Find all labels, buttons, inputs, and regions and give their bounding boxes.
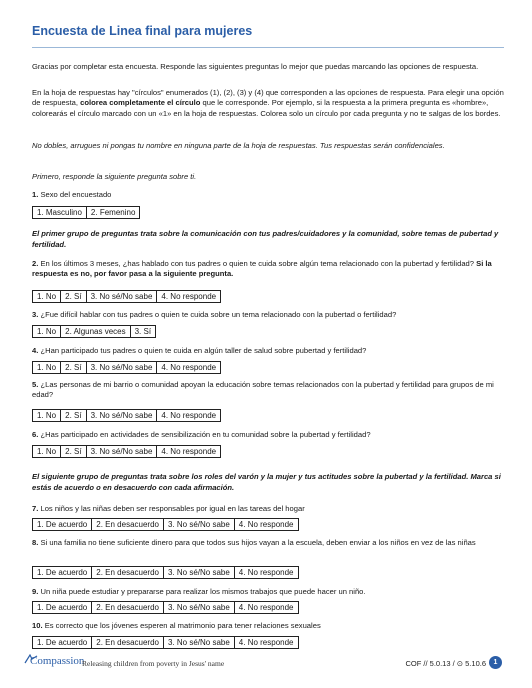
question-5-options [32, 409, 221, 422]
question-9-options [32, 601, 299, 614]
question-3-options [32, 325, 156, 338]
question-7-options [32, 518, 299, 531]
page-title: Encuesta de Linea final para mujeres [32, 24, 253, 38]
q7-option-2[interactable]: 2. En desacuerdo [92, 519, 164, 530]
q7-option-1[interactable]: 1. De acuerdo [33, 519, 92, 530]
question-8: 8. Si una familia no tiene suficiente dinero para que todos sus hijos vayan a la escuela, deben enviar a los niños en vez de las niñas [32, 538, 476, 547]
q9-option-2[interactable]: 2. En desacuerdo [92, 602, 164, 613]
q10-option-2[interactable]: 2. En desacuerdo [92, 637, 164, 648]
question-9: 9. Un niña puede estudiar y prepararse para realizar los mismos trabajos que puede hacer un niño. [32, 587, 366, 596]
q8-option-1[interactable]: 1. De acuerdo [33, 567, 92, 578]
q5-option-3[interactable]: 3. No sé/No sabe [87, 410, 158, 421]
section-1-heading: El primer grupo de preguntas trata sobre la comunicación con tus padres/cuidadores y la comunidad, sobre temas de pubertad y fertilidad. [32, 229, 499, 249]
q10-option-4[interactable]: 4. No responde [238, 638, 294, 647]
q2-option-3[interactable]: 3. No sé/No sabe [87, 291, 158, 302]
q9-option-4[interactable]: 4. No responde [238, 603, 294, 612]
question-1: 1. Sexo del encuestado [32, 190, 112, 199]
question-2-options [32, 290, 221, 303]
section-2-heading: El siguiente grupo de preguntas trata sobre los roles del varón y la mujer y tus actitudes sobre la pubertad y la fertilidad. Marca si estás de acuerdo o en desacuerdo con cada afirmación. [32, 472, 501, 492]
q1-option-2[interactable]: 2. Femenino [90, 208, 136, 217]
q5-option-4[interactable]: 4. No responde [161, 411, 217, 420]
footer-tagline: Releasing children from poverty in Jesus' name [82, 659, 225, 668]
question-3: 3. ¿Fue difícil hablar con tus padres o quien te cuida sobre un tema relacionado con la pubertad o fertilidad? [32, 310, 397, 319]
q8-option-4[interactable]: 4. No responde [238, 568, 294, 577]
q9-option-3[interactable]: 3. No sé/No sabe [164, 602, 235, 613]
q2-option-4[interactable]: 4. No responde [161, 292, 217, 301]
q7-option-3[interactable]: 3. No sé/No sabe [164, 519, 235, 530]
q5-option-2[interactable]: 2. Sí [61, 410, 86, 421]
q10-option-3[interactable]: 3. No sé/No sabe [164, 637, 235, 648]
question-6: 6. ¿Has participado en actividades de sensibilización en tu comunidad sobre la pubertad y fertilidad? [32, 430, 371, 439]
q1-option-1[interactable]: 1. Masculino [33, 207, 87, 218]
q4-option-1[interactable]: 1. No [33, 362, 61, 373]
q3-option-2[interactable]: 2. Algunas veces [61, 326, 130, 337]
question-4: 4. ¿Han participado tus padres o quien te cuida en algún taller de salud sobre pubertad y fertilidad? [32, 346, 367, 355]
q4-option-3[interactable]: 3. No sé/No sabe [87, 362, 158, 373]
q6-option-1[interactable]: 1. No [33, 446, 61, 457]
q4-option-2[interactable]: 2. Sí [61, 362, 86, 373]
q5-option-1[interactable]: 1. No [33, 410, 61, 421]
title-divider [32, 47, 504, 48]
intro-paragraph-1: Gracias por completar esta encuesta. Responde las siguientes preguntas lo mejor que puedas marcando las opciones de respuesta. [32, 62, 479, 71]
intro-paragraph-4: Primero, responde la siguiente pregunta sobre ti. [32, 172, 197, 181]
q3-option-3[interactable]: 3. Sí [134, 327, 152, 336]
q6-option-2[interactable]: 2. Sí [61, 446, 86, 457]
q2-option-1[interactable]: 1. No [33, 291, 61, 302]
page-footer [0, 650, 532, 680]
question-10: 10. Es correcto que los jóvenes esperen al matrimonio para tener relaciones sexuales [32, 621, 321, 630]
question-5: 5. ¿Las personas de mi barrio o comunidad apoyan la educación sobre temas relacionados con la pubertad y fertilidad para grupos de mi edad? [32, 380, 494, 400]
q8-option-2[interactable]: 2. En desacuerdo [92, 567, 164, 578]
q3-option-1[interactable]: 1. No [33, 326, 61, 337]
question-1-options [32, 206, 140, 219]
intro-paragraph-2: En la hoja de respuestas hay "círculos" enumerados (1), (2), (3) y (4) que corresponden a las opciones de respuesta. Para elegir una opción de respuesta, colorea completamente el círculo que le corresponde. Por ejemplo, si la respuesta a la primera pregunta es «hombre», colorearás el círculo marcado con un «1» en la hoja de respuestas. Colorea solo un círculo por cada pregunta y no te salgas de los bordes. [32, 88, 504, 118]
compassion-logo: Compassion [30, 655, 85, 667]
question-2: 2. En los últimos 3 meses, ¿has hablado con tus padres o quien te cuida sobre algún tema relacionado con la pubertad y fertilidad? Si la respuesta es no, por favor pasa a la siguiente pregunta. [32, 259, 492, 279]
q2-option-2[interactable]: 2. Sí [61, 291, 86, 302]
question-7: 7. Los niños y las niñas deben ser responsables por igual en las tareas del hogar [32, 504, 305, 513]
intro-paragraph-3: No dobles, arrugues ni pongas tu nombre en ninguna parte de la hoja de respuestas. Tus respuestas serán confidenciales. [32, 141, 445, 150]
q4-option-4[interactable]: 4. No responde [161, 363, 217, 372]
document-code: COF // 5.0.13 / ⊙ 5.10.6 [405, 659, 486, 668]
question-8-options [32, 566, 299, 579]
page-number: 1 [489, 656, 502, 669]
q10-option-1[interactable]: 1. De acuerdo [33, 637, 92, 648]
q7-option-4[interactable]: 4. No responde [238, 520, 294, 529]
q6-option-4[interactable]: 4. No responde [161, 447, 217, 456]
q9-option-1[interactable]: 1. De acuerdo [33, 602, 92, 613]
q8-option-3[interactable]: 3. No sé/No sabe [164, 567, 235, 578]
question-4-options [32, 361, 221, 374]
question-10-options [32, 636, 299, 649]
q6-option-3[interactable]: 3. No sé/No sabe [87, 446, 158, 457]
question-6-options [32, 445, 221, 458]
